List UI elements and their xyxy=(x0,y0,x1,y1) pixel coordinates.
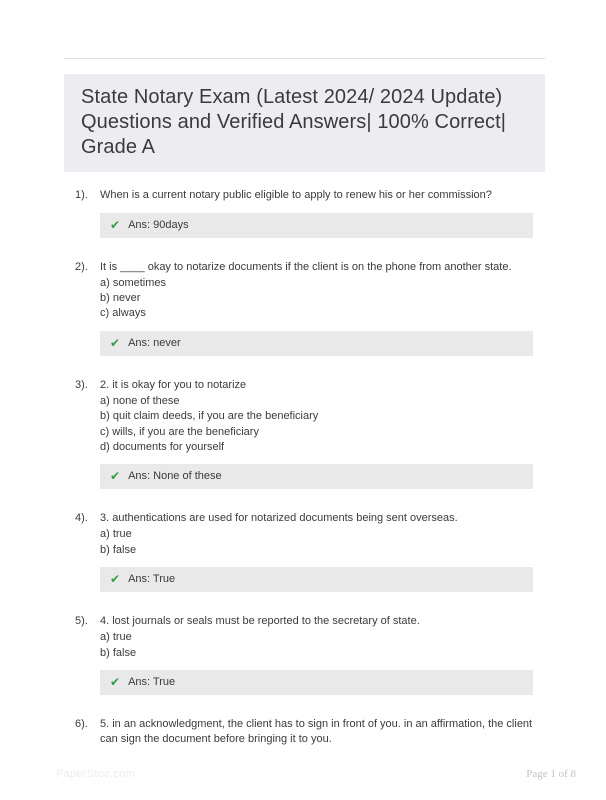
question-body xyxy=(100,717,533,749)
question-number: 3). xyxy=(75,378,88,391)
question-number: 4). xyxy=(75,511,88,524)
question-body xyxy=(100,511,533,592)
question-body xyxy=(100,378,533,489)
question-text: It is ____ okay to notarize documents if the client is on the phone from another state. xyxy=(100,260,512,273)
question-options xyxy=(100,276,533,322)
question-item xyxy=(75,511,533,592)
answer-text: Ans: 90days xyxy=(128,219,189,231)
question-option: c) wills, if you are the beneficiary xyxy=(100,425,259,438)
question-text: When is a current notary public eligible to apply to renew his or her commission? xyxy=(100,189,492,201)
question-number: 5). xyxy=(75,614,88,627)
question-item xyxy=(75,614,533,695)
question-option: b) quit claim deeds, if you are the beneficiary xyxy=(100,410,319,423)
question-text: 2. it is okay for you to notarize xyxy=(100,378,247,391)
question-option: b) false xyxy=(100,543,137,556)
question-option: a) true xyxy=(100,631,132,644)
question-option: d) documents for yourself xyxy=(100,440,225,453)
question-item xyxy=(75,378,533,489)
question-list xyxy=(75,188,533,771)
question-option: b) false xyxy=(100,646,137,659)
question-text: 4. lost journals or seals must be reported to the secretary of state. xyxy=(100,614,420,627)
answer-text: Ans: None of these xyxy=(128,470,222,483)
question-number: 1). xyxy=(75,189,88,201)
page-footer xyxy=(56,768,576,780)
check-icon: ✔ xyxy=(110,675,121,690)
question-text: 5. in an acknowledgment, the client has to sign in front of you. in an affirmation, the client can sign the document before bringing it to you. xyxy=(100,717,533,746)
question-body xyxy=(100,188,533,238)
answer-box xyxy=(100,464,533,489)
question-options xyxy=(100,527,533,557)
question-option: c) always xyxy=(100,307,146,320)
question-options xyxy=(100,394,533,455)
question-text: 3. authentications are used for notarized documents being sent overseas. xyxy=(100,511,458,524)
document-title: State Notary Exam (Latest 2024/ 2024 Update) Questions and Verified Answers| 100% Correct| Grade A xyxy=(64,74,545,172)
question-item xyxy=(75,260,533,356)
question-option: a) none of these xyxy=(100,395,180,408)
answer-box xyxy=(100,331,533,356)
question-item xyxy=(75,717,533,749)
question-body xyxy=(100,260,533,356)
check-icon: ✔ xyxy=(110,218,121,232)
answer-box xyxy=(100,567,533,592)
answer-text: Ans: True xyxy=(128,676,176,689)
question-number: 6). xyxy=(75,717,88,730)
question-body xyxy=(100,614,533,695)
question-options xyxy=(100,630,533,660)
answer-text: Ans: True xyxy=(128,573,176,586)
question-option: a) sometimes xyxy=(100,277,167,289)
page-number-label: Page 1 of 8 xyxy=(526,768,576,780)
question-item xyxy=(75,188,533,238)
answer-box xyxy=(100,670,533,695)
question-option: a) true xyxy=(100,528,132,541)
answer-box xyxy=(100,213,533,238)
check-icon: ✔ xyxy=(110,469,121,484)
answer-text: Ans: never xyxy=(128,337,181,350)
header-divider xyxy=(64,58,545,59)
question-number: 2). xyxy=(75,260,88,273)
check-icon: ✔ xyxy=(110,572,121,587)
check-icon: ✔ xyxy=(110,336,121,351)
question-option: b) never xyxy=(100,292,141,305)
watermark-text: PaperStoc.com xyxy=(56,768,136,780)
